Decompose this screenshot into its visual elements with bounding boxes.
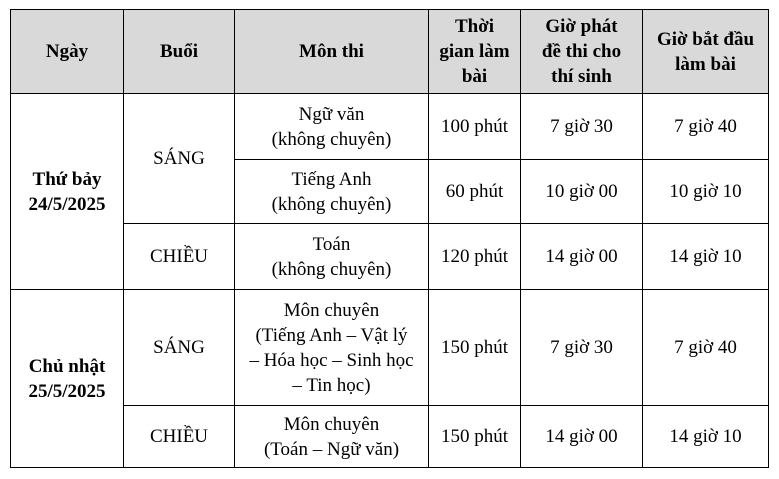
table-row [11, 94, 769, 160]
subject-cell [235, 94, 429, 160]
header-duration-line: Thời [454, 16, 495, 37]
start-time-cell: 14 giờ 10 [643, 406, 769, 468]
distribute-time-cell: 10 giờ 00 [521, 160, 643, 224]
table-row [11, 224, 769, 290]
distribute-time-cell: 14 giờ 00 [521, 406, 643, 468]
exam-schedule-table [10, 9, 769, 468]
subject-line: Ngữ văn [298, 103, 365, 125]
duration-cell: 60 phút [429, 160, 521, 224]
distribute-time-cell: 14 giờ 00 [521, 224, 643, 290]
duration-cell: 150 phút [429, 406, 521, 468]
day-cell [11, 94, 124, 290]
day-name: Chủ nhật [28, 355, 106, 377]
subject-line: (không chuyên) [271, 193, 392, 215]
subject-line: Tiếng Anh [291, 168, 372, 190]
header-subject: Môn thi [235, 10, 429, 94]
duration-cell: 150 phút [429, 290, 521, 406]
session-cell: CHIỀU [124, 224, 235, 290]
table-row [11, 406, 769, 468]
start-time-cell: 7 giờ 40 [643, 290, 769, 406]
session-cell: CHIỀU [124, 406, 235, 468]
duration-cell: 120 phút [429, 224, 521, 290]
header-distribute-line: thí sinh [551, 66, 612, 87]
day-date: 24/5/2025 [28, 193, 106, 215]
start-time-cell: 14 giờ 10 [643, 224, 769, 290]
header-row [11, 10, 769, 94]
header-distribute-time [521, 10, 643, 94]
table-row [11, 290, 769, 406]
distribute-time-cell: 7 giờ 30 [521, 290, 643, 406]
session-cell: SÁNG [124, 94, 235, 224]
subject-line: Toán [312, 233, 351, 255]
header-start-line: làm bài [675, 53, 736, 75]
subject-cell [235, 406, 429, 468]
subject-line: (Toán – Ngữ văn) [263, 438, 400, 460]
header-duration [429, 10, 521, 94]
header-start-time [643, 10, 769, 94]
header-distribute-line: Giờ phát [545, 16, 618, 37]
subject-line: – Hóa học – Sinh học [249, 349, 414, 371]
day-cell [11, 290, 124, 468]
duration-cell: 100 phút [429, 94, 521, 160]
header-duration-line: gian làm [439, 41, 510, 62]
subject-line: (Tiếng Anh – Vật lý [255, 324, 408, 346]
distribute-time-cell: 7 giờ 30 [521, 94, 643, 160]
subject-line: – Tin học) [292, 374, 371, 396]
header-duration-line: bài [461, 66, 488, 87]
start-time-cell: 10 giờ 10 [643, 160, 769, 224]
session-cell: SÁNG [124, 290, 235, 406]
header-start-line: Giờ bắt đầu [656, 28, 755, 50]
subject-line: (không chuyên) [271, 128, 392, 150]
subject-line: Môn chuyên [283, 413, 380, 435]
subject-cell [235, 224, 429, 290]
header-day: Ngày [11, 10, 124, 94]
subject-cell [235, 160, 429, 224]
subject-line: Môn chuyên [283, 299, 380, 321]
subject-cell [235, 290, 429, 406]
header-distribute-line: đề thi cho [541, 41, 622, 62]
day-name: Thứ bảy [32, 168, 102, 190]
subject-line: (không chuyên) [271, 258, 392, 280]
day-date: 25/5/2025 [28, 380, 106, 402]
start-time-cell: 7 giờ 40 [643, 94, 769, 160]
header-session: Buổi [124, 10, 235, 94]
